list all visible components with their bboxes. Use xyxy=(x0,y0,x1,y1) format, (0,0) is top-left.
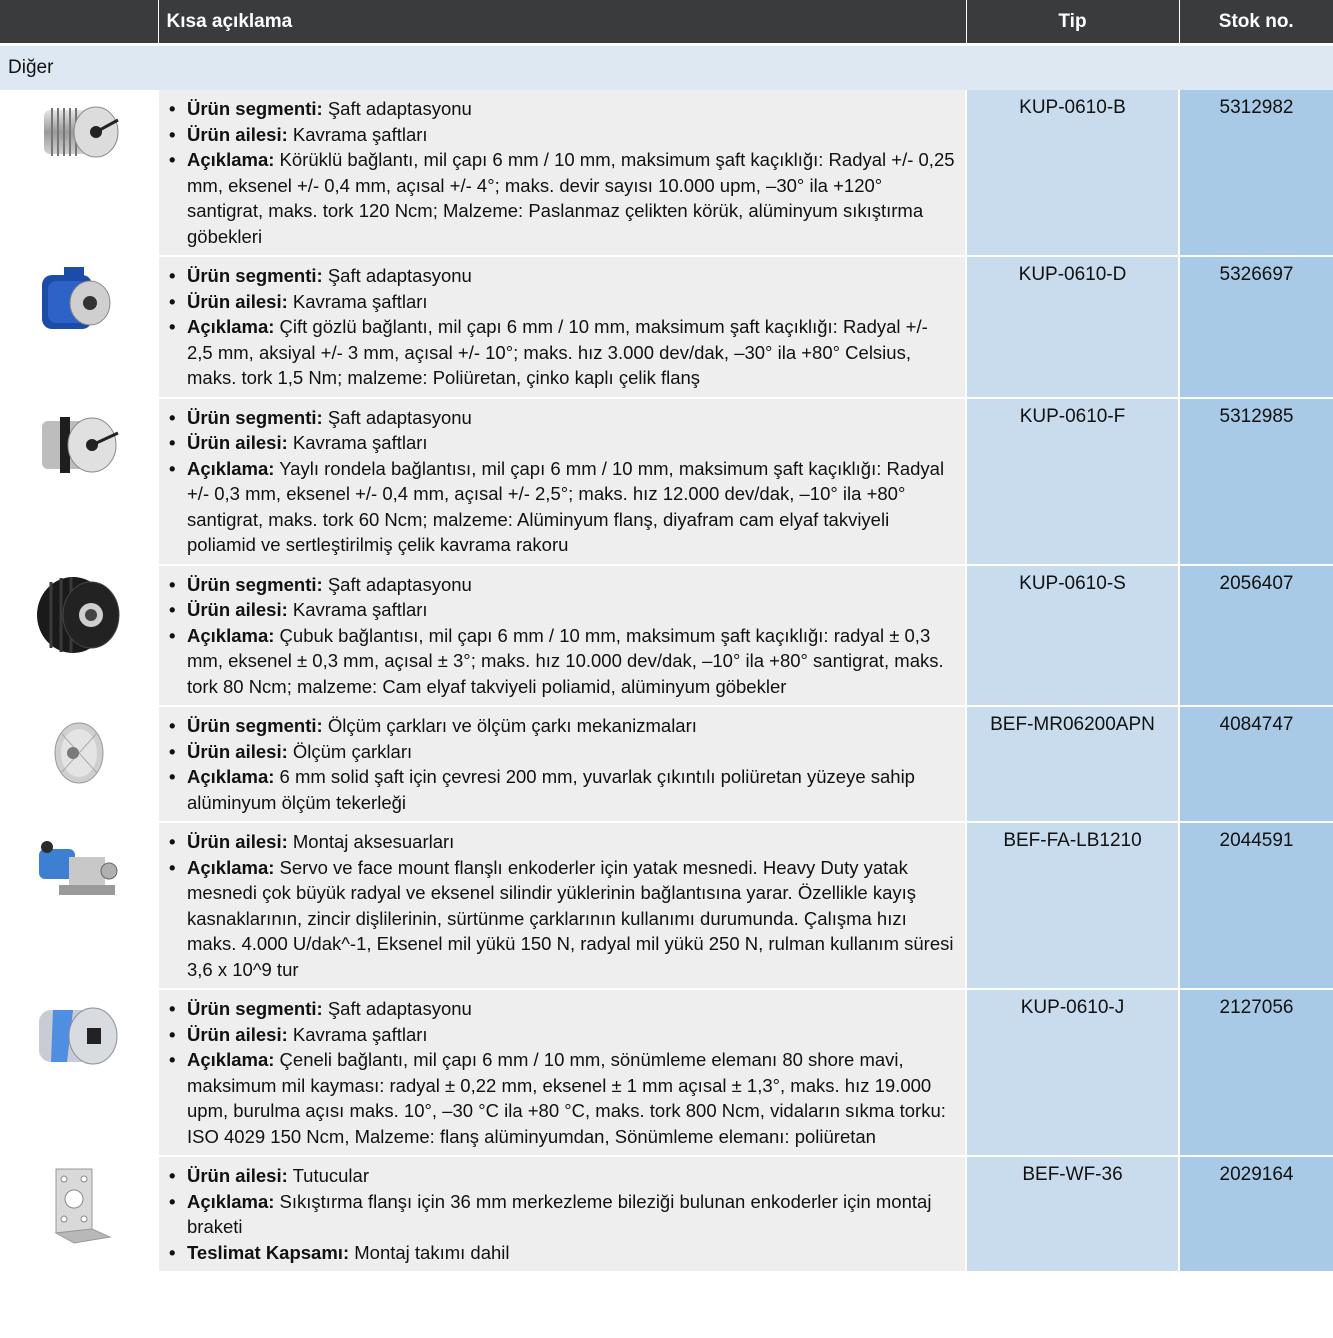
feature-label: Ürün ailesi: xyxy=(187,740,288,762)
table-row xyxy=(0,1156,1333,1272)
feature-value: Körüklü bağlantı, mil çapı 6 mm / 10 mm, maksimum şaft kaçıklığı: Radyal +/- 0,25 mm, eksenel +/- 0,4 mm, açısal +/- 4°; maks. devir sayısı 10.000 upm, –30° ila +120° santigrat, maks. tork 120 Ncm; Malzeme: Paslanmaz çelikten körük, alüminyum sıkıştırma göbekleri xyxy=(187,149,955,247)
spring-washer-coupling-icon xyxy=(34,405,124,490)
product-type: KUP-0610-B xyxy=(966,90,1179,256)
product-stock-number: 5326697 xyxy=(1179,256,1333,398)
feature-value: Şaft adaptasyonu xyxy=(327,265,472,286)
feature-list xyxy=(165,713,955,815)
product-stock-number: 5312982 xyxy=(1179,90,1333,256)
header-type: Tip xyxy=(966,0,1179,45)
feature-label: Ürün ailesi: xyxy=(187,831,288,852)
feature-item xyxy=(165,829,955,855)
feature-label: Ürün segmenti: xyxy=(187,573,323,595)
product-image-cell xyxy=(0,398,158,565)
feature-label: Ürün ailesi: xyxy=(187,1165,288,1186)
product-type: BEF-WF-36 xyxy=(966,1156,1179,1272)
table-row xyxy=(0,565,1333,707)
feature-label: Ürün ailesi: xyxy=(187,432,288,453)
feature-value: Montaj takımı dahil xyxy=(354,1241,510,1263)
feature-label: Teslimat Kapsamı: xyxy=(187,1241,350,1263)
feature-value: Çift gözlü bağlantı, mil çapı 6 mm / 10 mm, maksimum şaft kaçıklığı: Radyal +/- 2,5 mm, aksiyal +/- 3 mm, açısal +/- 10°; maks. hız 3.000 dev/dak, –30° ila +80° Celsius, maks. tork 1,5 Nm; malzeme: Poliüretan, çinko kaplı çelik flanş xyxy=(187,316,928,388)
feature-item xyxy=(165,289,955,315)
product-image-cell xyxy=(0,822,158,989)
feature-value: Kavrama şaftları xyxy=(292,123,428,145)
feature-item xyxy=(165,1163,955,1189)
feature-value: Kavrama şaftları xyxy=(292,599,428,620)
feature-value: Şaft adaptasyonu xyxy=(327,406,472,428)
feature-item xyxy=(165,122,955,148)
product-description-cell xyxy=(158,822,966,989)
jaw-coupling-icon xyxy=(29,996,129,1081)
table-row xyxy=(0,256,1333,398)
feature-item xyxy=(165,263,955,289)
feature-item xyxy=(165,1240,955,1266)
double-loop-coupling-icon xyxy=(34,263,124,348)
feature-item xyxy=(165,430,955,456)
product-image-cell xyxy=(0,90,158,256)
feature-label: Açıklama: xyxy=(187,316,275,337)
feature-item xyxy=(165,1022,955,1048)
feature-label: Açıklama: xyxy=(187,1049,275,1070)
product-image-cell xyxy=(0,989,158,1156)
table-row xyxy=(0,90,1333,256)
feature-value: Sıkıştırma flanşı için 36 mm merkezleme bileziği bulunan enkoderler için montaj braketi xyxy=(187,1190,932,1237)
feature-item xyxy=(165,147,955,249)
product-image-cell xyxy=(0,706,158,822)
feature-value: Şaft adaptasyonu xyxy=(327,573,472,595)
feature-list xyxy=(165,572,955,700)
bearing-block-icon xyxy=(29,829,129,914)
product-stock-number: 2029164 xyxy=(1179,1156,1333,1272)
feature-label: Ürün segmenti: xyxy=(187,715,323,736)
table-row xyxy=(0,398,1333,565)
feature-value: Kavrama şaftları xyxy=(292,1023,428,1045)
feature-item xyxy=(165,1047,955,1149)
feature-item xyxy=(165,96,955,122)
header-stock-number: Stok no. xyxy=(1179,0,1333,45)
product-stock-number: 4084747 xyxy=(1179,706,1333,822)
section-title: Diğer xyxy=(0,45,1333,91)
feature-value: Kavrama şaftları xyxy=(292,290,428,312)
feature-label: Açıklama: xyxy=(187,856,275,878)
feature-label: Ürün segmenti: xyxy=(187,998,323,1019)
product-description-cell xyxy=(158,90,966,256)
feature-value: Montaj aksesuarları xyxy=(292,831,455,852)
table-row xyxy=(0,822,1333,989)
feature-item xyxy=(165,739,955,765)
product-type: KUP-0610-S xyxy=(966,565,1179,707)
feature-label: Açıklama: xyxy=(187,1190,275,1212)
feature-value: Yaylı rondela bağlantısı, mil çapı 6 mm / 10 mm, maksimum şaft kaçıklığı: Radyal +/- 0,3 mm, eksenel +/- 0,4 mm, açısal +/- 2,5°; maks. hız 12.000 dev/dak, –10° ila +80° santigrat, maks. tork 60 Ncm; malzeme: Alüminyum flanş, diyafram cam elyaf takviyeli poliamid ve sertleştirilmiş çelik kavrama rakoru xyxy=(187,457,945,555)
feature-value: Ölçüm çarkları ve ölçüm çarkı mekanizmaları xyxy=(327,715,697,736)
product-image-cell xyxy=(0,256,158,398)
product-type: BEF-FA-LB1210 xyxy=(966,822,1179,989)
product-description-cell xyxy=(158,398,966,565)
product-stock-number: 5312985 xyxy=(1179,398,1333,565)
product-description-cell xyxy=(158,1156,966,1272)
bar-coupling-icon xyxy=(29,572,129,663)
feature-value: Ölçüm çarkları xyxy=(292,740,413,762)
feature-list xyxy=(165,1163,955,1265)
feature-value: Çubuk bağlantısı, mil çapı 6 mm / 10 mm, maksimum şaft kaçıklığı: radyal ± 0,3 mm, eksenel ± 0,3 mm, açısal ± 3°; maks. hız 10.000 dev/dak, –10° ila +80° santigrat, maks. tork 80 Ncm; malzeme: Cam elyaf takviyeli poliamid, alüminyum göbekler xyxy=(187,624,944,697)
feature-value: Şaft adaptasyonu xyxy=(327,98,472,119)
feature-label: Ürün segmenti: xyxy=(187,265,323,286)
feature-list xyxy=(165,96,955,249)
table-header-row xyxy=(0,0,1333,45)
feature-label: Ürün ailesi: xyxy=(187,123,288,145)
product-description-cell xyxy=(158,565,966,707)
header-description: Kısa açıklama xyxy=(158,0,966,45)
feature-list xyxy=(165,263,955,391)
product-stock-number: 2127056 xyxy=(1179,989,1333,1156)
feature-item xyxy=(165,764,955,815)
mounting-bracket-icon xyxy=(34,1163,124,1254)
feature-label: Ürün ailesi: xyxy=(187,599,288,620)
product-stock-number: 2044591 xyxy=(1179,822,1333,989)
feature-value: Kavrama şaftları xyxy=(292,432,428,453)
feature-list xyxy=(165,405,955,558)
feature-item xyxy=(165,996,955,1022)
feature-value: Servo ve face mount flanşlı enkoderler için yatak mesnedi. Heavy Duty yatak mesnedi çok büyük radyal ve eksenel silindir yüklerinin bağlantısına yarar. Özellikle kayış kasnaklarının, zincir dişlilerinin, sürtünme çarklarının kullanımı durumunda. Çalışma hızı maks. 4.000 U/dak^-1, Eksenel mil yükü 150 N, radyal mil yükü 250 N, rulman kullanım süresi 3,6 x 10^9 tur xyxy=(187,856,954,980)
feature-list xyxy=(165,996,955,1149)
feature-label: Ürün segmenti: xyxy=(187,406,323,428)
product-type: BEF-MR06200APN xyxy=(966,706,1179,822)
product-type: KUP-0610-D xyxy=(966,256,1179,398)
feature-label: Açıklama: xyxy=(187,624,275,646)
feature-item xyxy=(165,1189,955,1240)
product-stock-number: 2056407 xyxy=(1179,565,1333,707)
feature-label: Açıklama: xyxy=(187,766,275,787)
feature-label: Ürün ailesi: xyxy=(187,1023,288,1045)
bellows-coupling-icon xyxy=(34,96,124,173)
product-description-cell xyxy=(158,706,966,822)
feature-value: 6 mm solid şaft için çevresi 200 mm, yuvarlak çıkıntılı poliüretan yüzeye sahip alüminyum ölçüm tekerleği xyxy=(187,766,915,813)
feature-value: Şaft adaptasyonu xyxy=(327,998,472,1019)
feature-label: Ürün ailesi: xyxy=(187,290,288,312)
product-type: KUP-0610-J xyxy=(966,989,1179,1156)
feature-label: Açıklama: xyxy=(187,457,275,479)
section-row xyxy=(0,45,1333,91)
feature-item xyxy=(165,597,955,623)
product-description-cell xyxy=(158,989,966,1156)
product-description-cell xyxy=(158,256,966,398)
feature-item xyxy=(165,572,955,598)
product-image-cell xyxy=(0,565,158,707)
product-image-cell xyxy=(0,1156,158,1272)
feature-value: Tutucular xyxy=(292,1165,369,1186)
feature-item xyxy=(165,456,955,558)
feature-list xyxy=(165,829,955,982)
feature-item xyxy=(165,855,955,983)
feature-item xyxy=(165,314,955,391)
feature-item xyxy=(165,405,955,431)
table-row xyxy=(0,989,1333,1156)
feature-item xyxy=(165,623,955,700)
feature-label: Ürün segmenti: xyxy=(187,98,323,119)
table-row xyxy=(0,706,1333,822)
feature-item xyxy=(165,713,955,739)
product-type: KUP-0610-F xyxy=(966,398,1179,565)
measuring-wheel-icon xyxy=(39,713,119,798)
feature-label: Açıklama: xyxy=(187,149,275,170)
feature-value: Çeneli bağlantı, mil çapı 6 mm / 10 mm, sönümleme elemanı 80 shore mavi, maksimum mil kayması: radyal ± 0,22 mm, eksenel ± 1 mm açısal ± 1,3°, maks. hız 19.000 upm, burulma açısı maks. 10°, –30 °C ila +80 °C, maks. tork 800 Ncm, vidaların sıkma torku: ISO 4029 150 Ncm, Malzeme: flanş alüminyumdan, Sönümleme elemanı: poliüretan xyxy=(187,1049,946,1147)
header-image-column xyxy=(0,0,158,45)
